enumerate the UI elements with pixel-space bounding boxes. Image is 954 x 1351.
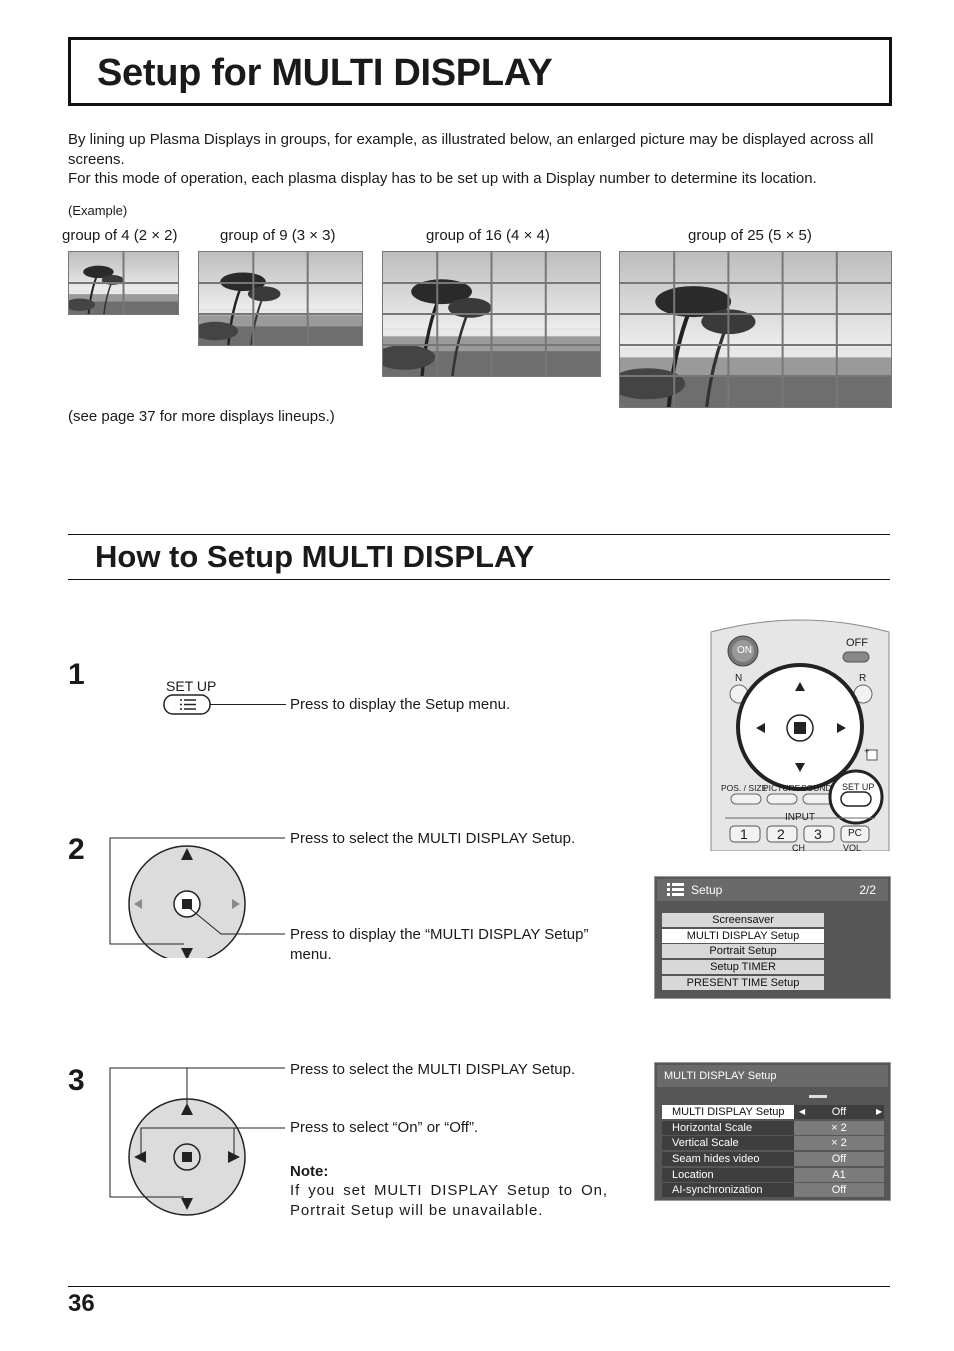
arrow-left-icon[interactable]: ◀ xyxy=(799,1107,806,1116)
group-of-9-image xyxy=(198,251,363,346)
remote-plus-label: + xyxy=(864,746,870,756)
intro-paragraph-2: For this mode of operation, each plasma display has to be set up with a Display number to determine its location. xyxy=(68,170,817,187)
row-vertical-scale[interactable] xyxy=(662,1136,884,1150)
remote-picture-label: PICTURE xyxy=(763,783,801,793)
row-seam-hides-video[interactable] xyxy=(662,1152,884,1166)
intro-text xyxy=(68,130,894,189)
setup-menu-title: Setup xyxy=(691,883,723,897)
remote-key-3: 3 xyxy=(814,826,822,842)
note-title: Note: xyxy=(290,1163,329,1180)
step-2-keypad-diagram xyxy=(106,836,290,958)
row-value: × 2 xyxy=(794,1136,884,1150)
row-location[interactable] xyxy=(662,1168,884,1182)
remote-on-label: ON xyxy=(737,645,752,656)
row-value[interactable]: Off xyxy=(794,1105,884,1119)
beach-scene-image xyxy=(199,252,362,345)
row-label: Seam hides video xyxy=(662,1152,794,1166)
row-value: A1 xyxy=(794,1168,884,1182)
title-box xyxy=(68,37,892,106)
page-number: 36 xyxy=(68,1290,95,1317)
remote-r-label: R xyxy=(859,673,867,684)
section-title: How to Setup MULTI DISPLAY xyxy=(95,539,535,574)
remote-pos-size-label: POS. / SIZE xyxy=(721,783,768,793)
group-label-4: group of 4 (2 × 2) xyxy=(62,227,178,244)
row-label: Horizontal Scale xyxy=(662,1121,794,1135)
step-2-text-b: Press to display the “MULTI DISPLAY Setup” menu. xyxy=(290,926,589,963)
remote-vol-label: VOL xyxy=(843,843,862,851)
menu-item-multi-display-setup[interactable]: MULTI DISPLAY Setup xyxy=(662,929,824,943)
menu-item-setup-timer[interactable]: Setup TIMER xyxy=(662,960,824,974)
remote-n-label: N xyxy=(735,673,743,684)
example-label: (Example) xyxy=(68,203,128,218)
row-horizontal-scale[interactable] xyxy=(662,1121,884,1135)
step-3-number: 3 xyxy=(68,1064,85,1097)
group-label-16: group of 16 (4 × 4) xyxy=(426,227,550,244)
group-of-4-image xyxy=(68,251,179,315)
setup-menu-page: 2/2 xyxy=(859,883,876,897)
group-of-16-image xyxy=(382,251,601,377)
scroll-indicator xyxy=(809,1095,827,1098)
row-label: MULTI DISPLAY Setup xyxy=(662,1105,794,1119)
setup-button-label: SET UP xyxy=(166,678,217,694)
note-text: If you set MULTI DISPLAY Setup to On, Portrait Setup will be unavailable. xyxy=(290,1182,608,1219)
page-title: Setup for MULTI DISPLAY xyxy=(97,52,553,94)
remote-key-2: 2 xyxy=(777,826,785,842)
multi-display-menu-header xyxy=(657,1065,888,1087)
step-3-text-b: Press to select “On” or “Off”. xyxy=(290,1119,479,1136)
menu-item-screensaver[interactable]: Screensaver xyxy=(662,913,824,927)
setup-button-diagram xyxy=(160,692,290,718)
setup-menu-header xyxy=(657,879,888,901)
menu-item-portrait-setup[interactable]: Portrait Setup xyxy=(662,944,824,958)
row-value: Off xyxy=(794,1152,884,1166)
row-label: AI-synchronization xyxy=(662,1183,794,1197)
remote-pc-label: PC xyxy=(848,828,862,839)
footer-rule xyxy=(68,1286,890,1287)
group-of-25-image xyxy=(619,251,892,408)
setup-menu-icon xyxy=(667,883,685,897)
step-1-text: Press to display the Setup menu. xyxy=(290,696,511,713)
multi-display-menu-osd xyxy=(654,1062,891,1201)
row-multi-display-setup[interactable] xyxy=(662,1105,884,1119)
group-label-25: group of 25 (5 × 5) xyxy=(688,227,812,244)
step-3-text-a: Press to select the MULTI DISPLAY Setup. xyxy=(290,1061,576,1078)
step-2-number: 2 xyxy=(68,833,85,866)
remote-off-label: OFF xyxy=(846,637,868,649)
remote-ch-label: CH xyxy=(792,843,805,851)
step-3-keypad-diagram xyxy=(106,1066,290,1216)
row-value: × 2 xyxy=(794,1121,884,1135)
group-label-9: group of 9 (3 × 3) xyxy=(220,227,336,244)
row-label: Location xyxy=(662,1168,794,1182)
intro-paragraph-1: By lining up Plasma Displays in groups, for example, as illustrated below, an enlarged picture may be displayed across all screens. xyxy=(68,131,874,168)
menu-item-present-time-setup[interactable]: PRESENT TIME Setup xyxy=(662,976,824,990)
row-label: Vertical Scale xyxy=(662,1136,794,1150)
step-2-text-a: Press to select the MULTI DISPLAY Setup. xyxy=(290,830,576,847)
see-page-note: (see page 37 for more displays lineups.) xyxy=(68,408,335,425)
remote-input-label: INPUT xyxy=(785,812,815,823)
row-value: Off xyxy=(794,1183,884,1197)
row-ai-synchronization[interactable] xyxy=(662,1183,884,1197)
remote-setup-label: SET UP xyxy=(842,782,875,792)
multi-display-menu-title: MULTI DISPLAY Setup xyxy=(664,1070,777,1082)
step-1-number: 1 xyxy=(68,658,85,691)
setup-menu-osd xyxy=(654,876,891,999)
section-heading-box xyxy=(68,534,890,580)
remote-key-1: 1 xyxy=(740,826,748,842)
arrow-right-icon[interactable]: ▶ xyxy=(876,1107,883,1116)
remote-sound-label: SOUND xyxy=(801,783,832,793)
beach-scene-image xyxy=(69,252,178,314)
beach-scene-image xyxy=(620,252,891,407)
beach-scene-image xyxy=(383,252,600,376)
